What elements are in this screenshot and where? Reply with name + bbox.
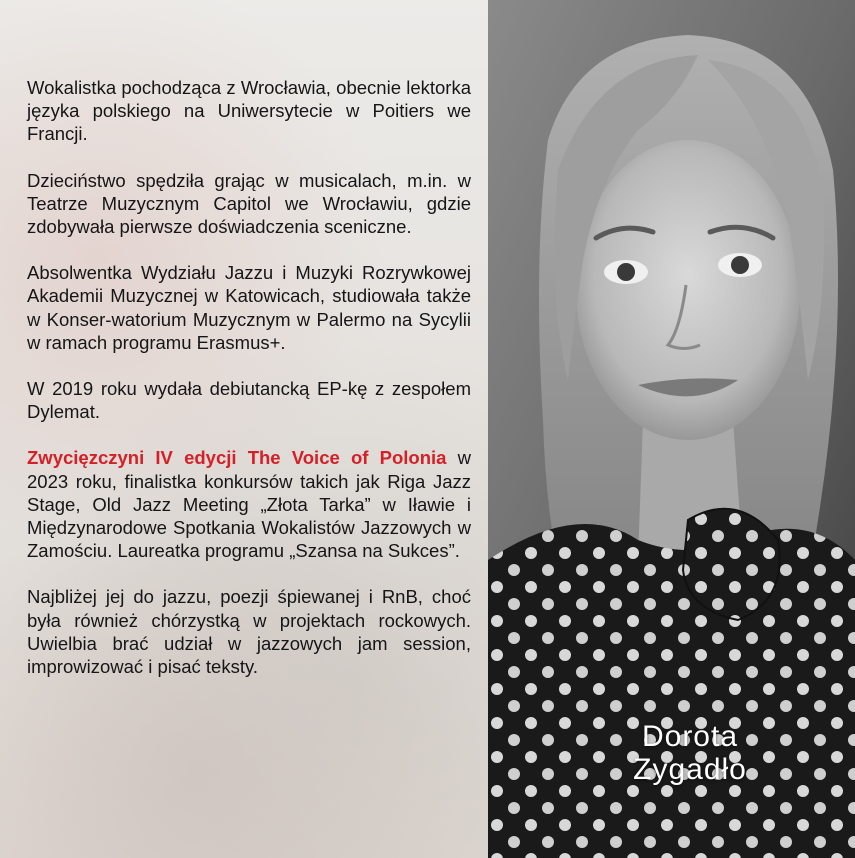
bio-paragraph-6: Najbliżej jej do jazzu, poezji śpiewanej i RnB, choć była również chórzystką w projektach rockowych. Uwielbia brać udział w jazzowych jam session, improwizować i pisać teksty.	[27, 586, 471, 678]
bio-paragraph-2: Dzieciństwo spędziła grając w musicalach, m.in. w Teatrze Muzycznym Capitol we Wrocławiu, gdzie zdobywała pierwsze doświadczenia sceniczne.	[27, 169, 471, 238]
award-details: w 2023 roku, finalistka konkursów takich jak Riga Jazz Stage, Old Jazz Meeting „Złota Tarka” w Iławie i Międzynarodowe Spotkania Wokalistów Jazzowych w Zamościu. Laureatka programu „Szansa na Sukces”.	[27, 447, 471, 562]
bio-paragraph-4: W 2019 roku wydała debiutancką EP-kę z zespołem Dylemat.	[27, 378, 471, 423]
bio-paragraph-3: Absolwentka Wydziału Jazzu i Muzyki Rozrywkowej Akademii Muzycznej w Katowicach, studiowała także w Konser-watorium Muzycznym w Palermo na Sycylii w ramach programu Erasmus+.	[27, 262, 471, 353]
last-name: Zygadło	[633, 753, 747, 786]
bio-paragraph-1: Wokalistka pochodząca z Wrocławia, obecnie lektorka języka polskiego na Uniwersytecie w Poitiers we Francji.	[27, 77, 471, 145]
portrait-name	[600, 720, 780, 786]
award-highlight: Zwycięzczyni IV edycji The Voice of Polonia	[27, 447, 447, 469]
first-name: Dorota	[641, 720, 739, 753]
bio-paragraph-5	[27, 446, 471, 562]
bio-text	[27, 76, 471, 701]
